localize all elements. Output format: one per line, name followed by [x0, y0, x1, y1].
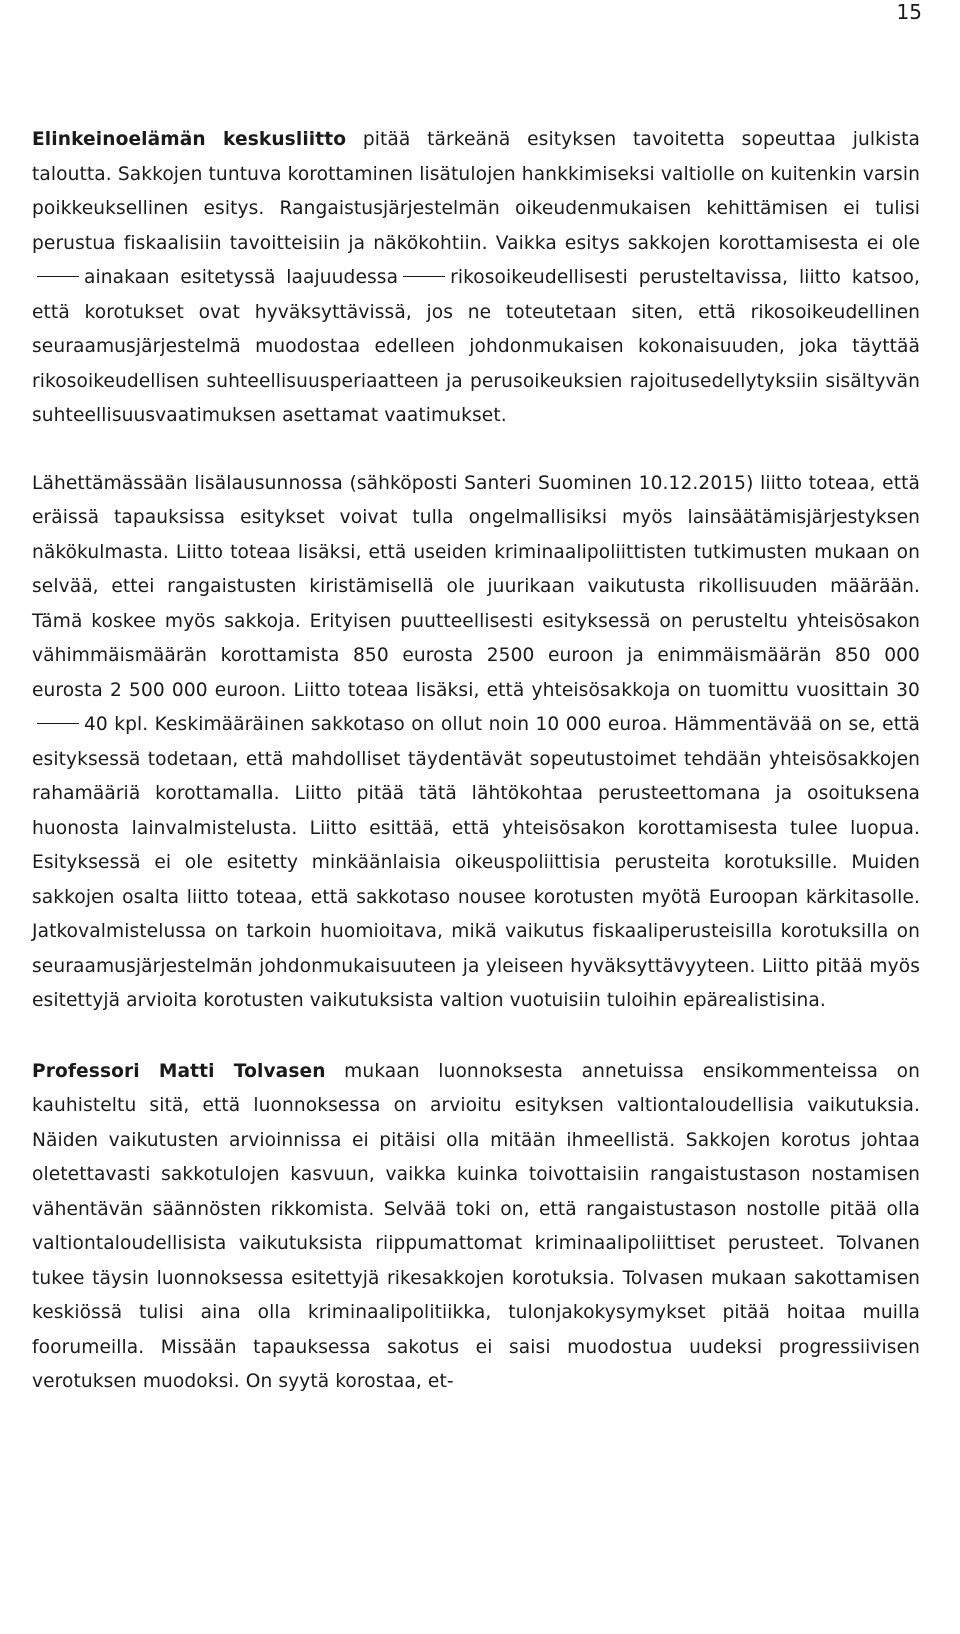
paragraph-text: ainakaan esitetyssä laajuudessa [84, 267, 399, 288]
page-number: 15 [896, 0, 922, 24]
paragraph-text: 40 kpl. Keskimääräinen sakkotaso on ollut noin 10 000 euroa. Hämmentävää on se, että esityksessä todetaan, että mahdolliset täydentävät sopeutustoimet tehdään yhteisösakkojen rahamääriä korottamalla. Liitto pitää tätä lähtökohtaa perusteettomana ja osoituksena huonosta lainvalmistelusta. Liitto esittää, että yhteisösakon korottamisesta tulee luopua. Esityksessä ei ole esitetty minkäänlaisia oikeuspoliittisia perusteita korotuksille. Muiden sakkojen osalta liitto toteaa, että sakkotaso nousee korotusten myötä Euroopan kärkitasolle. Jatkovalmistelussa on tarkoin huomioitava, mikä vaikutus fiskaaliperusteisilla korotuksilla on seuraamusjärjestelmän johdonmukaisuuteen ja yleiseen hyväksyttävyyteen. Liitto pitää myös esitettyjä arvioita korotusten vaikutuksista valtion vuotuisiin tuloihin epärealistisina. [32, 714, 920, 1011]
paragraph-tolvanen [32, 1055, 920, 1400]
em-dash [37, 723, 79, 725]
document-body [32, 123, 920, 1400]
paragraph-lead-tolvanen: Professori Matti Tolvasen [32, 1060, 326, 1082]
paragraph-lead-ek: Elinkeinoelämän keskusliitto [32, 129, 347, 150]
em-dash [37, 276, 79, 278]
paragraph-lisalausunto [32, 467, 920, 1019]
paragraph-text: mukaan luonnoksesta annetuissa ensikommenteissa on kauhisteltu sitä, että luonnoksessa on arvioitu esityksen valtiontaloudellisia vaikutuksia. Näiden vaikutusten arvioinnissa ei pitäisi olla mitään ihmeellistä. Sakkojen korotus johtaa oletettavasti sakkotulojen kasvuun, vaikka kuinka toivottaisiin rangaistustason nostamisen vähentävän säännösten rikkomista. Selvää toki on, että rangaistustason nostolle pitää olla valtiontaloudellisista vaikutuksista riippumattomat kriminaalipoliittiset perusteet. Tolvanen tukee täysin luonnoksessa esitettyjä rikesakkojen korotuksia. Tolvasen mukaan sakottamisen keskiössä tulisi aina olla kriminaalipolitiikka, tulonjakokysymykset pitää hoitaa muilla foorumeilla. Missään tapauksessa sakotus ei saisi muodostua uudeksi progressiivisen verotuksen muodoksi. On syytä korostaa, et- [32, 1060, 920, 1392]
paragraph-ek [32, 123, 920, 434]
paragraph-text: rikosoikeudellisesti perusteltavissa, liitto katsoo, että korotukset ovat hyväksyttävissä, jos ne toteutetaan siten, että rikosoikeudellinen seuraamusjärjestelmä muodostaa edelleen johdonmukaisen kokonaisuuden, joka täyttää rikosoikeudellisen suhteellisuusperiaatteen ja perusoikeuksien rajoitusedellytyksiin sisältyvän suhteellisuusvaatimuksen asettamat vaatimukset. [32, 267, 920, 426]
em-dash [403, 276, 445, 278]
paragraph-text: Lähettämässään lisälausunnossa (sähköposti Santeri Suominen 10.12.2015) liitto toteaa, että eräissä tapauksissa esitykset voivat tulla ongelmallisiksi myös lainsäätämisjärjestyksen näkökulmasta. Liitto toteaa lisäksi, että useiden kriminaalipoliittisten tutkimusten mukaan on selvää, ettei rangaistusten kiristämisellä ole juurikaan vaikutusta rikollisuuden määrään. Tämä koskee myös sakkoja. Erityisen puutteellisesti esityksessä on perusteltu yhteisösakon vähimmäismäärän korottamista 850 eurosta 2500 euroon ja enimmäismäärän 850 000 eurosta 2 500 000 euroon. Liitto toteaa lisäksi, että yhteisösakkoja on tuomittu vuosittain 30 [32, 472, 920, 701]
paragraph-text: pitää tärkeänä esityksen tavoitetta sopeuttaa julkista taloutta. Sakkojen tuntuva korottaminen lisätulojen hankkimiseksi valtiolle on kuitenkin varsin poikkeuksellinen esitys. Rangaistusjärjestelmän oikeudenmukaisen kehittämisen ei tulisi perustua fiskaalisiin tavoitteisiin ja näkökohtiin. Vaikka esitys sakkojen korottamisesta ei ole [32, 129, 920, 254]
